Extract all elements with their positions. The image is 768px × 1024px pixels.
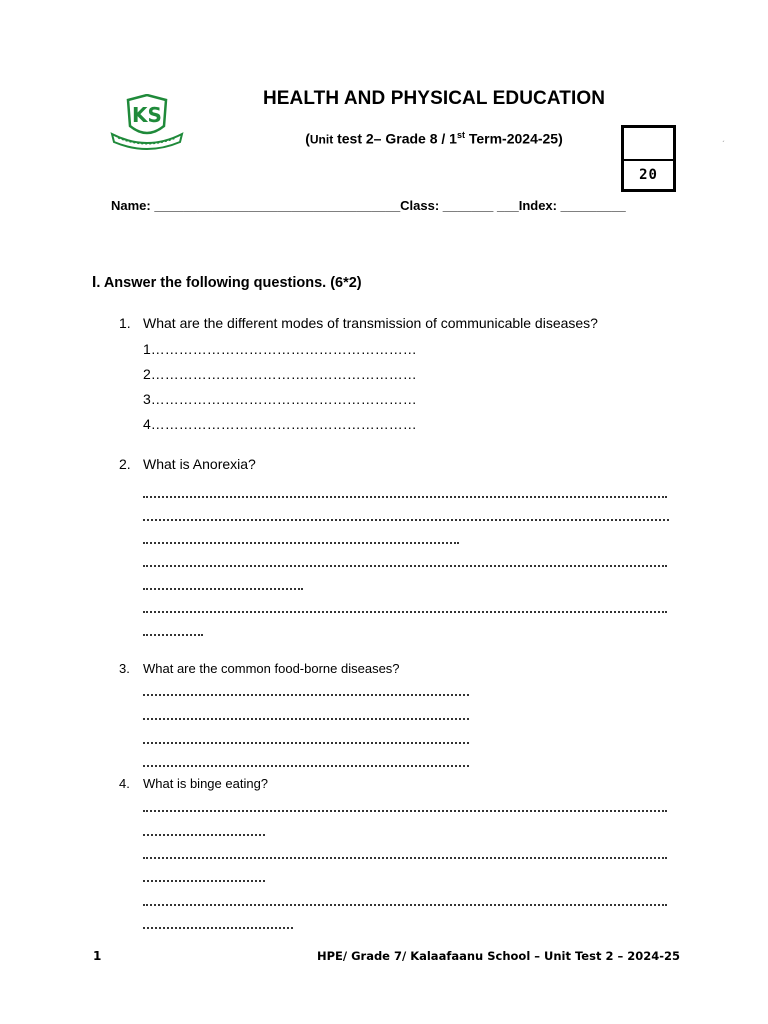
answer-line[interactable]: [143, 634, 203, 636]
question-text: What are the common food-borne diseases?: [143, 661, 400, 676]
answer-line[interactable]: [143, 611, 667, 613]
question-text: What are the different modes of transmission of communicable diseases?: [143, 315, 598, 331]
question-number: 3.: [119, 661, 130, 676]
answer-line[interactable]: [143, 565, 667, 567]
answer-line[interactable]: [143, 834, 265, 836]
answer-line[interactable]: 2…………………………………………………: [143, 366, 417, 382]
question-number: 4.: [119, 776, 130, 791]
stray-mark: ´: [722, 140, 725, 149]
answer-line[interactable]: [143, 880, 265, 882]
answer-line[interactable]: 1…………………………………………………: [143, 341, 417, 357]
test-subtitle: (Unit test 2– Grade 8 / 1st Term-2024-25): [305, 130, 563, 147]
answer-line[interactable]: [143, 904, 667, 906]
answer-line[interactable]: [143, 588, 303, 590]
question-number: 2.: [119, 456, 131, 472]
answer-line[interactable]: [143, 742, 469, 744]
footer-label: HPE/ Grade 7/ Kalaafaanu School – Unit Test 2 – 2024-25: [316, 949, 680, 963]
answer-line[interactable]: [143, 765, 469, 767]
svg-text:KS: KS: [132, 103, 162, 127]
score-field[interactable]: [624, 128, 673, 161]
total-marks: 20: [639, 167, 658, 183]
answer-line[interactable]: [143, 542, 459, 544]
answer-line[interactable]: [143, 519, 669, 521]
question-number: 1.: [119, 315, 131, 331]
answer-line[interactable]: 4…………………………………………………: [143, 416, 417, 432]
marks-box: [621, 125, 676, 192]
page-number: 1: [93, 949, 102, 963]
answer-line[interactable]: [143, 718, 469, 720]
page-title: HEALTH AND PHYSICAL EDUCATION: [262, 88, 606, 109]
section-heading: I. Answer the following questions. (6*2): [92, 274, 362, 291]
question-text: What is Anorexia?: [143, 456, 256, 472]
answer-line[interactable]: [143, 496, 667, 498]
answer-line[interactable]: 3…………………………………………………: [143, 391, 417, 407]
answer-line[interactable]: [143, 694, 469, 696]
answer-line[interactable]: [143, 927, 293, 929]
answer-line[interactable]: [143, 810, 667, 812]
answer-line[interactable]: [143, 857, 667, 859]
student-info-line[interactable]: Name: __________________________________Class: _______ ___Index: _________: [111, 198, 626, 213]
question-text: What is binge eating?: [143, 776, 269, 791]
